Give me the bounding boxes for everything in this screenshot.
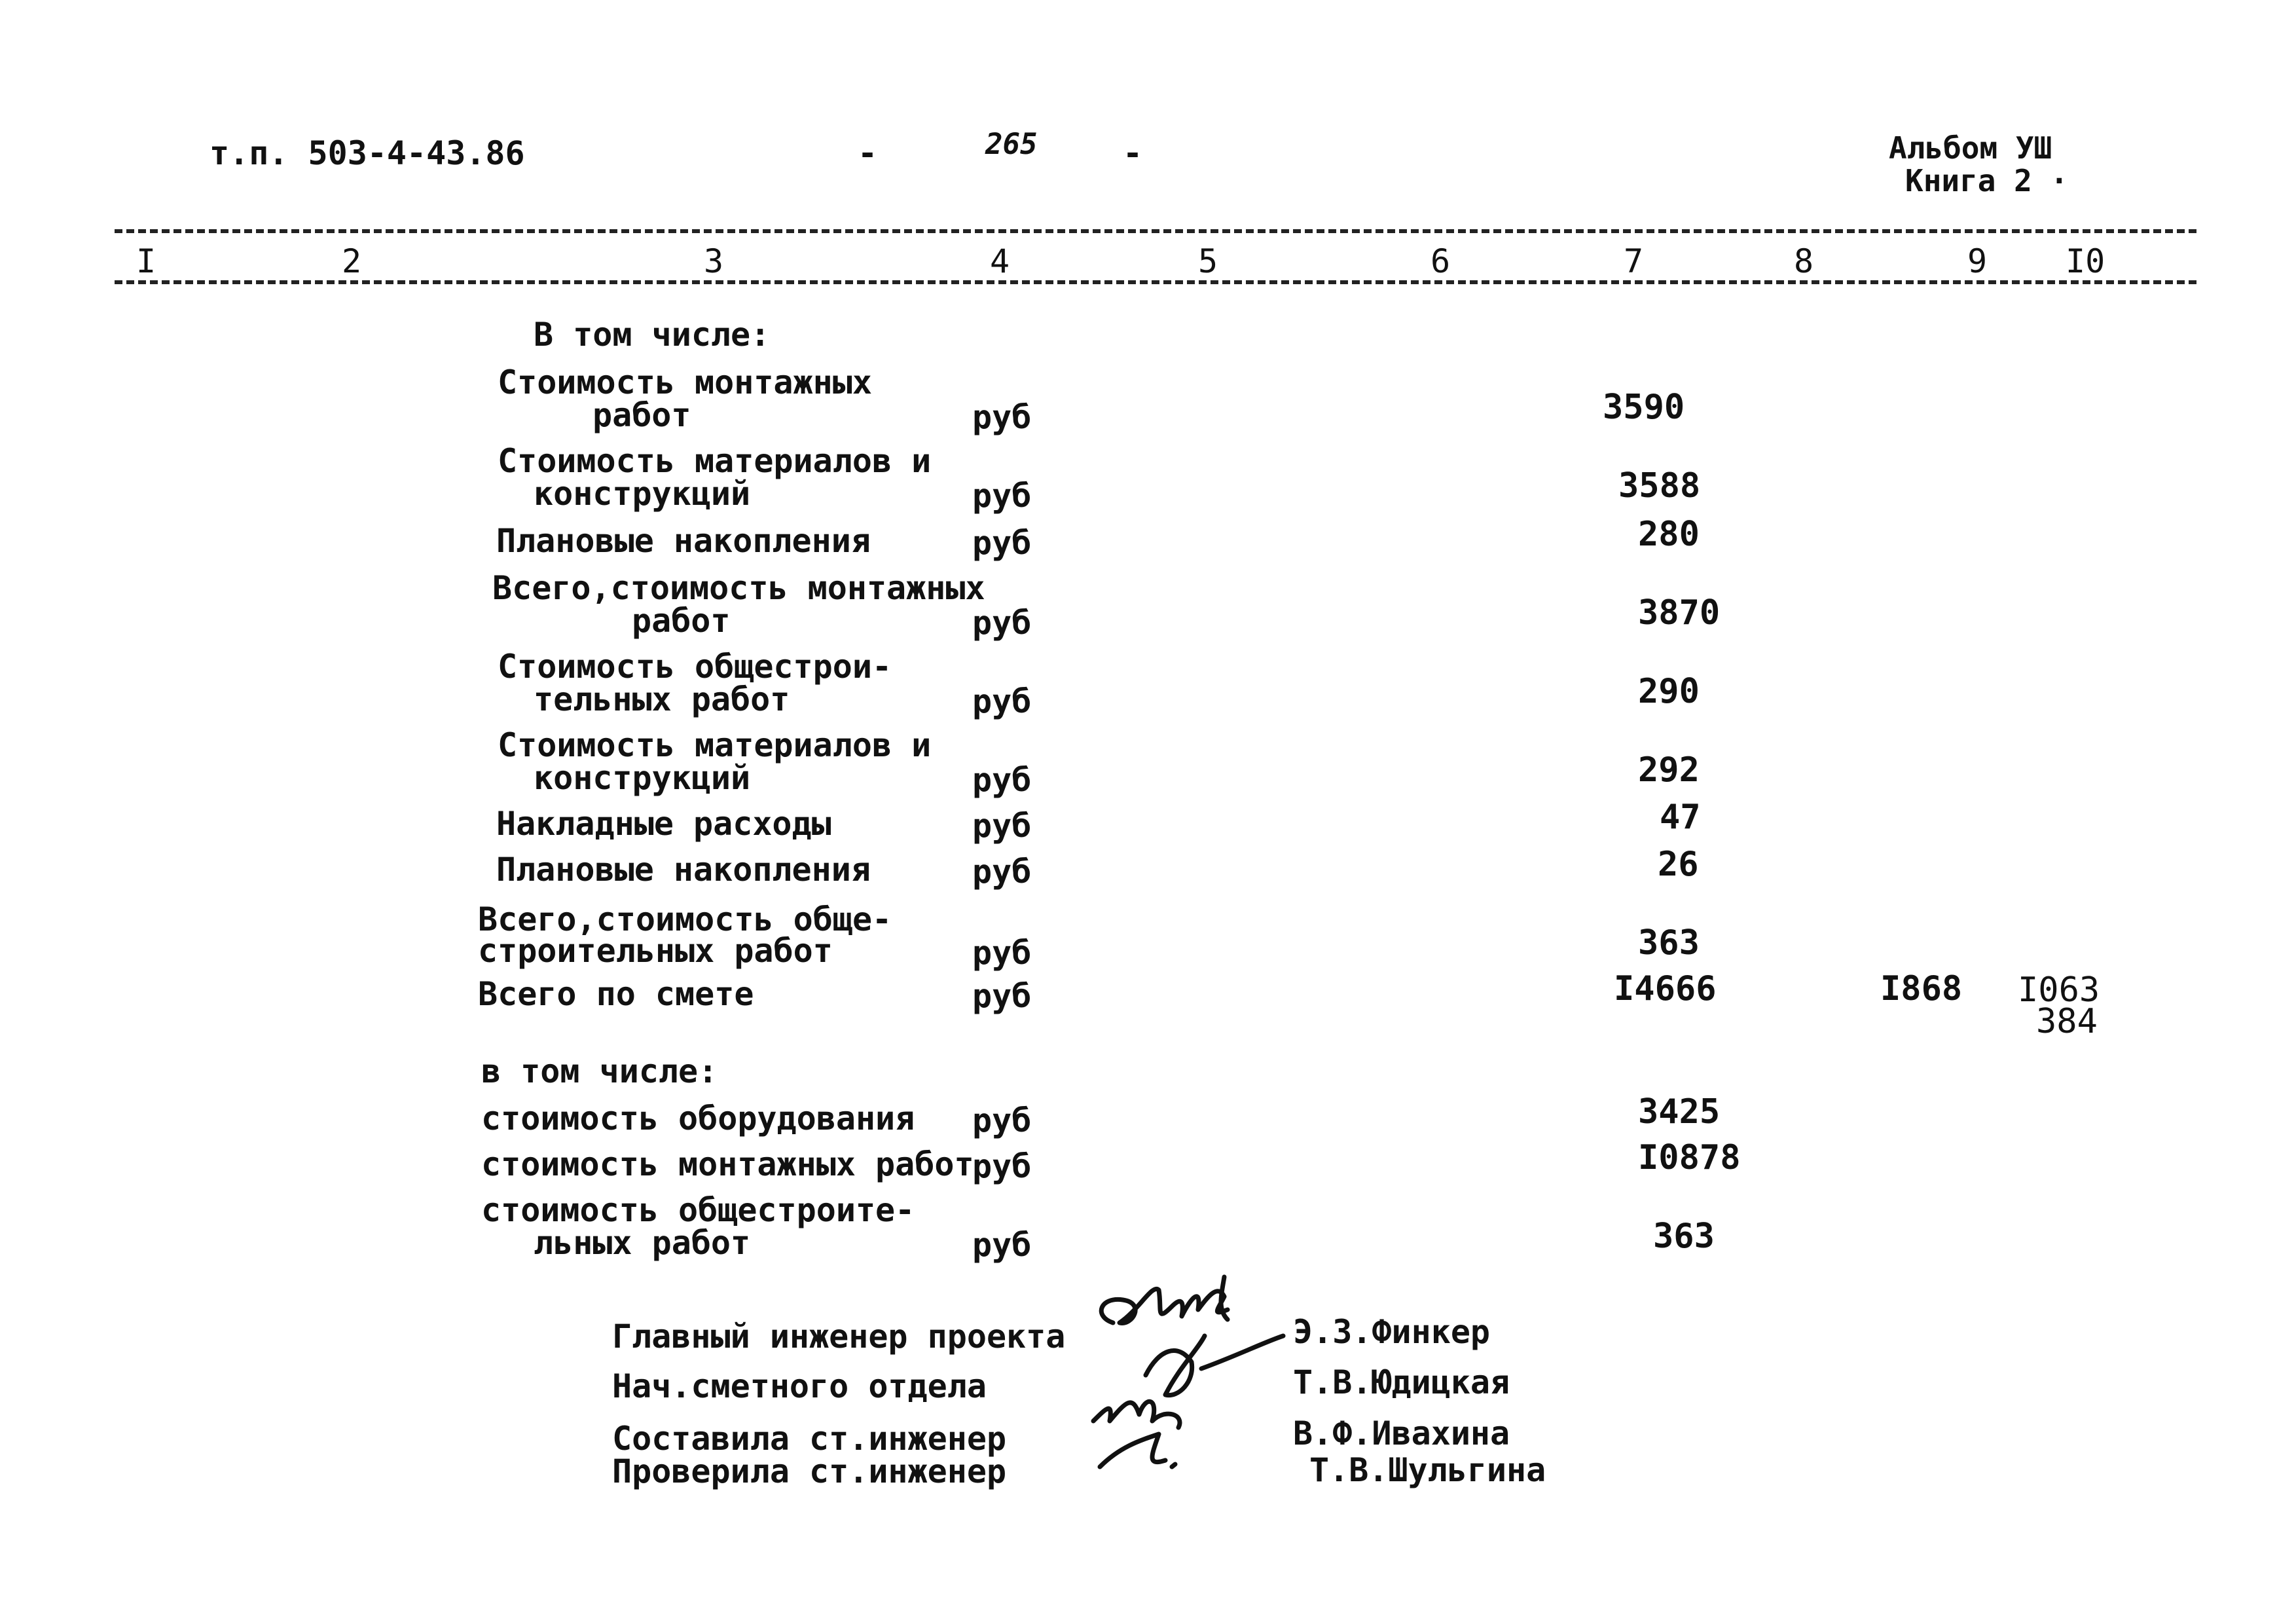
book-label: Книга 2 · xyxy=(1905,163,2069,198)
row-value-col7: 363 xyxy=(1653,1217,1715,1256)
row-label: стоимость общестроите- xyxy=(481,1191,915,1229)
column-header-bottom-rule xyxy=(115,280,2196,284)
row-unit: руб xyxy=(972,604,1032,642)
row-label: Плановые накопления xyxy=(496,522,871,560)
row-unit: руб xyxy=(972,934,1032,972)
row-unit: руб xyxy=(972,761,1032,799)
row-value-col7: 3425 xyxy=(1638,1092,1721,1132)
signature-name: Т.В.Шульгина xyxy=(1309,1451,1546,1489)
row-label: Плановые накопления xyxy=(496,851,871,889)
row-value-col7: 363 xyxy=(1638,923,1700,963)
row-label: Стоимость общестрои- xyxy=(498,648,892,686)
row-label: Стоимость материалов и xyxy=(498,726,932,764)
row-label: стоимость оборудования xyxy=(481,1099,915,1137)
row-value-col7: I0878 xyxy=(1638,1138,1741,1177)
row-label-cont: работ xyxy=(632,602,731,640)
signature-name: Т.В.Юдицкая xyxy=(1293,1363,1510,1401)
row-label: Стоимость материалов и xyxy=(498,442,932,480)
row-unit: руб xyxy=(972,477,1032,515)
row-value-col7: 26 xyxy=(1658,845,1699,884)
signature-name: В.Ф.Ивахина xyxy=(1293,1414,1510,1452)
total-value-col7: I4666 xyxy=(1614,969,1717,1008)
column-number-10: I0 xyxy=(2066,242,2105,280)
row-unit: руб xyxy=(972,1147,1032,1185)
row-value-col7: 292 xyxy=(1638,750,1700,790)
column-number-1: I xyxy=(136,242,156,280)
page-number: 265 xyxy=(985,128,1038,161)
row-label-cont: строительных работ xyxy=(478,932,833,970)
section-heading: В том числе: xyxy=(534,316,771,354)
total-value-col10: I063 xyxy=(2018,970,2100,1010)
row-label-cont: конструкций xyxy=(534,475,751,513)
row-unit: руб xyxy=(972,853,1032,891)
column-number-4: 4 xyxy=(990,242,1010,280)
header-dash-left: - xyxy=(858,134,878,172)
row-label: Всего,стоимость обще- xyxy=(478,900,892,938)
handwritten-signatures xyxy=(1087,1270,1290,1480)
row-value-col7: 47 xyxy=(1660,798,1701,837)
total-value-col10-sub: 384 xyxy=(2036,1002,2098,1041)
column-number-9: 9 xyxy=(1967,242,1988,280)
signature-role: Проверила ст.инженер xyxy=(612,1452,1007,1490)
signature-role: Нач.сметного отдела xyxy=(612,1367,987,1405)
document-code: т.п. 503-4-43.86 xyxy=(210,134,525,172)
row-unit: руб xyxy=(972,1101,1032,1139)
row-label-cont: конструкций xyxy=(534,759,751,797)
row-unit: руб xyxy=(972,398,1032,436)
section-heading: в том числе: xyxy=(481,1052,718,1090)
row-label-cont: льных работ xyxy=(534,1224,751,1262)
row-unit: руб xyxy=(972,524,1032,562)
header-dash-right: - xyxy=(1123,134,1143,172)
row-unit: руб xyxy=(972,682,1032,720)
row-unit: руб xyxy=(972,1226,1032,1264)
total-unit: руб xyxy=(972,977,1032,1015)
column-number-3: 3 xyxy=(704,242,724,280)
row-label: Всего,стоимость монтажных xyxy=(492,569,985,607)
row-label: стоимость монтажных работ xyxy=(481,1145,974,1183)
signature-role: Главный инженер проекта xyxy=(612,1318,1066,1356)
signature-role: Составила ст.инженер xyxy=(612,1420,1007,1458)
row-label: Накладные расходы xyxy=(496,805,831,843)
signature-name: Э.З.Финкер xyxy=(1293,1313,1491,1351)
row-unit: руб xyxy=(972,807,1032,845)
row-value-col7: 280 xyxy=(1638,515,1700,554)
row-label-cont: тельных работ xyxy=(534,680,790,718)
column-number-8: 8 xyxy=(1794,242,1814,280)
column-number-5: 5 xyxy=(1198,242,1218,280)
column-number-2: 2 xyxy=(342,242,362,280)
row-label-cont: работ xyxy=(592,396,691,434)
row-label: Стоимость монтажных xyxy=(498,363,872,401)
row-value-col7: 3590 xyxy=(1603,388,1685,427)
row-value-col7: 3870 xyxy=(1638,593,1721,633)
row-value-col7: 290 xyxy=(1638,672,1700,711)
album-label: Альбом УШ xyxy=(1889,130,2052,166)
total-label: Всего по смете xyxy=(478,975,754,1013)
total-value-col9: I868 xyxy=(1880,969,1963,1008)
column-header-top-rule xyxy=(115,229,2196,233)
column-number-7: 7 xyxy=(1624,242,1644,280)
row-value-col7: 3588 xyxy=(1618,466,1701,506)
column-number-6: 6 xyxy=(1430,242,1451,280)
